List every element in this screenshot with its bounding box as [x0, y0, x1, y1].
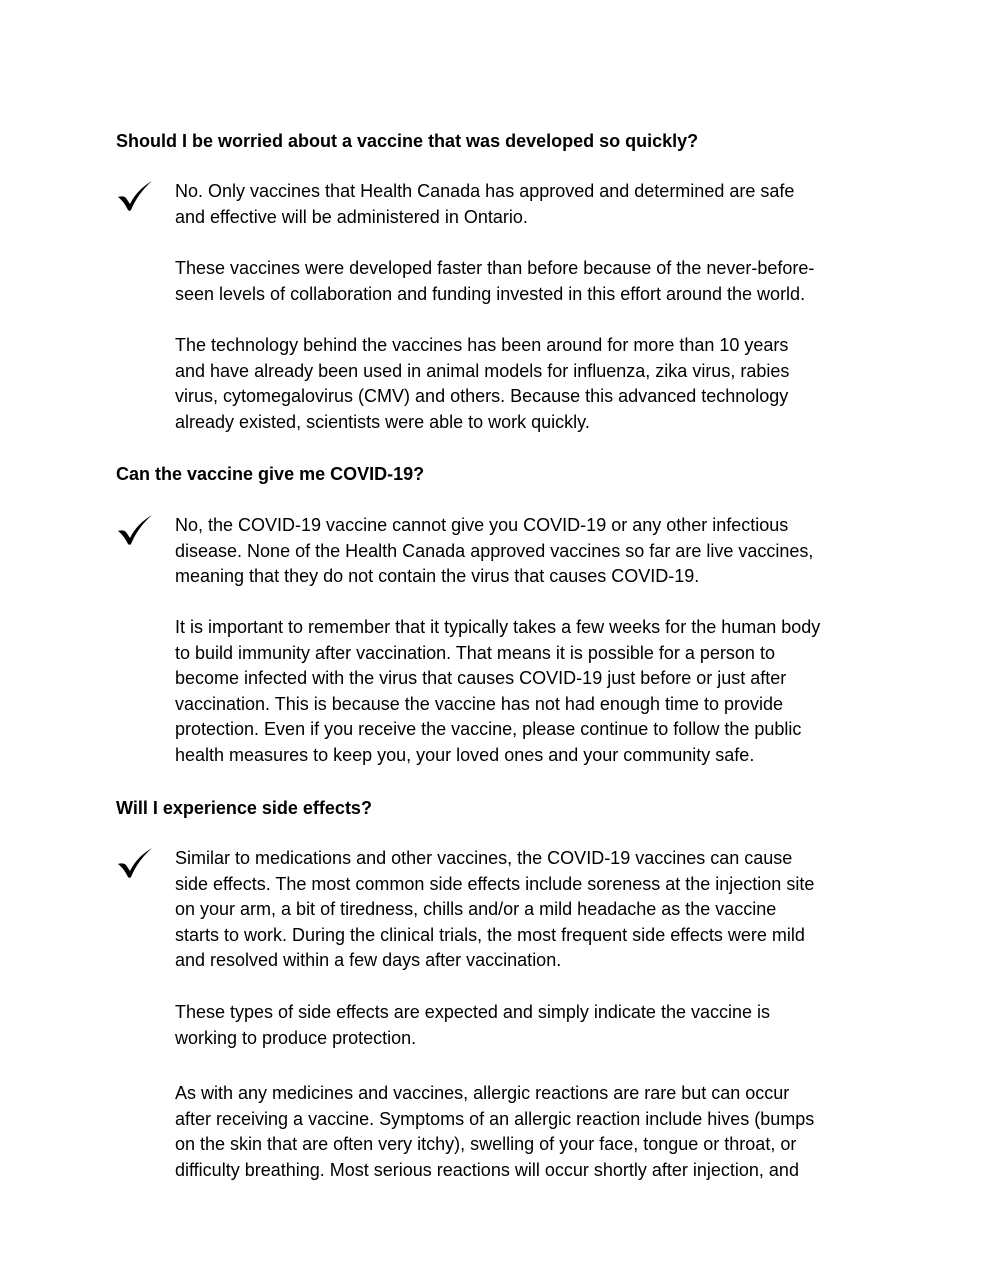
text-line: on your arm, a bit of tiredness, chills and/or a mild headache as the vaccine — [175, 899, 777, 920]
text-line: and have already been used in animal models for influenza, zika virus, rabies — [175, 360, 790, 381]
text-line: disease. None of the Health Canada approved vaccines so far are live vaccines, — [175, 540, 814, 561]
answer-paragraph — [175, 256, 875, 307]
text-line: after receiving a vaccine. Symptoms of an allergic reaction include hives (bumps — [175, 1108, 815, 1129]
text-line: No. Only vaccines that Health Canada has approved and determined are safe — [175, 181, 795, 201]
text-line: on the skin that are often very itchy), swelling of your face, tongue or throat, or — [175, 1134, 797, 1155]
checkmark-icon — [116, 514, 154, 546]
answer-paragraph — [175, 513, 875, 590]
text-line: protection. Even if you receive the vaccine, please continue to follow the public — [175, 719, 802, 740]
text-line: As with any medicines and vaccines, allergic reactions are rare but can occur — [175, 1083, 790, 1103]
text-line: health measures to keep you, your loved ones and your community safe. — [175, 744, 755, 765]
text-line: It is important to remember that it typically takes a few weeks for the human body — [175, 617, 821, 637]
text-line: The technology behind the vaccines has been around for more than 10 years — [175, 335, 789, 355]
text-line: These types of side effects are expected and simply indicate the vaccine is — [175, 1002, 770, 1022]
text-line: starts to work. During the clinical trials, the most frequent side effects were mild — [175, 924, 805, 945]
text-line: and resolved within a few days after vaccination. — [175, 950, 562, 971]
checkmark-icon — [116, 847, 154, 879]
text-line: meaning that they do not contain the virus that causes COVID-19. — [175, 566, 700, 587]
text-line: vaccination. This is because the vaccine has not had enough time to provide — [175, 693, 784, 714]
answer-paragraph — [175, 846, 875, 974]
text-line: No, the COVID-19 vaccine cannot give you COVID-19 or any other infectious — [175, 515, 789, 535]
answer-paragraph — [175, 615, 875, 769]
answer-paragraph — [175, 333, 875, 435]
text-line: and effective will be administered in Ontario. — [175, 206, 528, 227]
text-line: become infected with the virus that causes COVID-19 just before or just after — [175, 668, 787, 689]
checkmark-icon — [116, 180, 154, 212]
answer-paragraph — [175, 179, 875, 230]
question-heading: Will I experience side effects? — [116, 798, 372, 818]
text-line: to build immunity after vaccination. That means it is possible for a person to — [175, 642, 775, 663]
question-heading: Should I be worried about a vaccine that was developed so quickly? — [116, 131, 699, 151]
answer-paragraph — [175, 1000, 875, 1051]
text-line: difficulty breathing. Most serious reactions will occur shortly after injection, and — [175, 1159, 799, 1180]
question-heading: Can the vaccine give me COVID-19? — [116, 464, 425, 484]
text-line: side effects. The most common side effects include soreness at the injection site — [175, 873, 815, 894]
text-line: Similar to medications and other vaccines, the COVID-19 vaccines can cause — [175, 848, 793, 868]
answer-paragraph — [175, 1081, 875, 1183]
text-line: These vaccines were developed faster than before because of the never-before- — [175, 258, 815, 278]
text-line: working to produce protection. — [175, 1027, 417, 1048]
text-line: virus, cytomegalovirus (CMV) and others. Because this advanced technology — [175, 386, 789, 407]
text-line: already existed, scientists were able to work quickly. — [175, 411, 590, 432]
text-line: seen levels of collaboration and funding invested in this effort around the world. — [175, 283, 806, 304]
